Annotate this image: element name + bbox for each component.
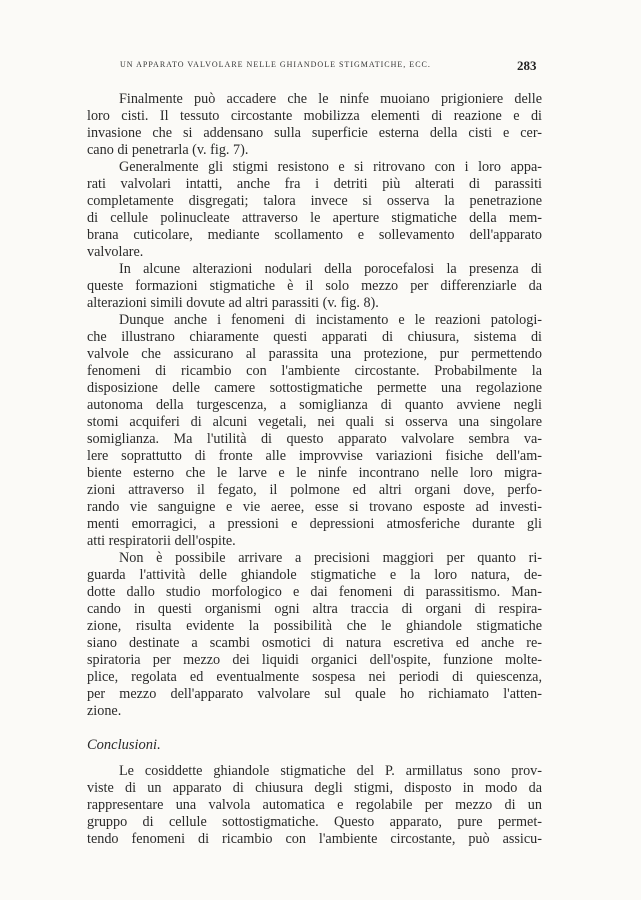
paragraph: [87, 159, 542, 261]
page-number: 283: [517, 58, 537, 73]
paragraph: [87, 550, 542, 720]
section-heading: Conclusioni.: [87, 737, 161, 753]
text-line: guarda l'attività delle ghiandole stigmatiche e la loro natura, de-: [87, 567, 542, 583]
text-line: siano destinate a scambi osmotici di natura escretiva ed anche re-: [87, 635, 542, 651]
text-line: di cellule polinucleate attraverso le aperture stigmatiche della mem-: [87, 210, 542, 226]
text-line: rappresentare una valvola automatica e regolabile per mezzo di un: [87, 797, 542, 813]
text-line: valvole che assicurano al parassita una protezione, pur permettendo: [87, 346, 542, 362]
text-line: zioni attraverso il fegato, il polmone ed altri organi dove, perfo-: [87, 482, 542, 498]
text-line: zione.: [87, 703, 122, 719]
text-line: spiratoria per mezzo dei liquidi organici dell'ospite, funzione molte-: [87, 652, 542, 668]
paragraph: [87, 763, 542, 848]
text-line: biente esterno che le larve e le ninfe incontrano nelle loro migra-: [87, 465, 542, 481]
text-line: alterazioni simili dovute ad altri parassiti (v. fig. 8).: [87, 295, 379, 311]
text-line: tendo fenomeni di ricambio con l'ambiente circostante, può assicu-: [87, 831, 542, 847]
text-line: autonoma della turgescenza, a somiglianza di quanto avviene negli: [87, 397, 542, 413]
text-line: fenomeni di ricambio con l'ambiente circostante. Probabilmente la: [87, 363, 542, 379]
text-line: somiglianza. Ma l'utilità di questo apparato valvolare sembra va-: [87, 431, 542, 447]
text-line: menti emorragici, a pressioni e depressioni atmosferiche durante gli: [87, 516, 542, 532]
paragraph: [87, 312, 542, 550]
text-line: zione, risulta evidente la possibilità che le ghiandole stigmatiche: [87, 618, 542, 634]
text-line: atti respiratorii dell'ospite.: [87, 533, 236, 549]
text-line: completamente disgregati; talora invece si osserva la penetrazione: [87, 193, 542, 209]
paragraph: [87, 91, 542, 159]
text-line: viste di un apparato di chiusura degli stigmi, disposto in modo da: [87, 780, 542, 796]
text-line: brana cuticolare, mediante scollamento e sollevamento dell'apparato: [87, 227, 542, 243]
text-line: gruppo di cellule sottostigmatiche. Questo apparato, pure permet-: [87, 814, 542, 830]
text-line: stomi acquiferi di alcuni vegetali, nei quali si osserva una singolare: [87, 414, 542, 430]
text-line: Le cosiddette ghiandole stigmatiche del P. armillatus sono prov-: [119, 763, 542, 779]
text-line: valvolare.: [87, 244, 144, 260]
text-line: In alcune alterazioni nodulari della porocefalosi la presenza di: [119, 261, 542, 277]
text-line: Dunque anche i fenomeni di incistamento e le reazioni patologi-: [119, 312, 542, 328]
text-line: disposizione delle camere sottostigmatiche permette una regolazione: [87, 380, 542, 396]
text-line: invasione che si addensano sulla superficie esterna della cisti e cer-: [87, 125, 542, 141]
text-line: loro cisti. Il tessuto circostante mobilizza elementi di reazione e di: [87, 108, 542, 124]
text-line: rando vie sanguigne e vie aeree, esse si trovano esposte ad investi-: [87, 499, 542, 515]
running-title: UN APPARATO VALVOLARE NELLE GHIANDOLE STIGMATICHE, ECC.: [120, 60, 431, 69]
paragraph: [87, 261, 542, 312]
text-line: cando in questi organismi ogni altra traccia di organi di respira-: [87, 601, 542, 617]
text-line: che illustrano chiaramente questi apparati di chiusura, sistema di: [87, 329, 542, 345]
text-line: dotte dallo studio morfologico e dai fenomeni di parassitismo. Man-: [87, 584, 542, 600]
text-line: Finalmente può accadere che le ninfe muoiano prigioniere delle: [119, 91, 542, 107]
text-line: lere soprattutto di fronte alle improvvise variazioni fisiche dell'am-: [87, 448, 542, 464]
body-text: [87, 91, 542, 848]
text-line: rati valvolari intatti, anche fra i detriti più alterati di parassiti: [87, 176, 542, 192]
text-line: cano di penetrarla (v. fig. 7).: [87, 142, 249, 158]
text-line: plice, regolata ed eventualmente sospesa nei periodi di quiescenza,: [87, 669, 542, 685]
text-line: Non è possibile arrivare a precisioni maggiori per quanto ri-: [119, 550, 542, 566]
text-line: Generalmente gli stigmi resistono e si ritrovano con i loro appa-: [119, 159, 542, 175]
text-line: per mezzo dell'apparato valvolare sul quale ho richiamato l'atten-: [87, 686, 542, 702]
text-line: queste formazioni stigmatiche è il solo mezzo per differenziarle da: [87, 278, 542, 294]
